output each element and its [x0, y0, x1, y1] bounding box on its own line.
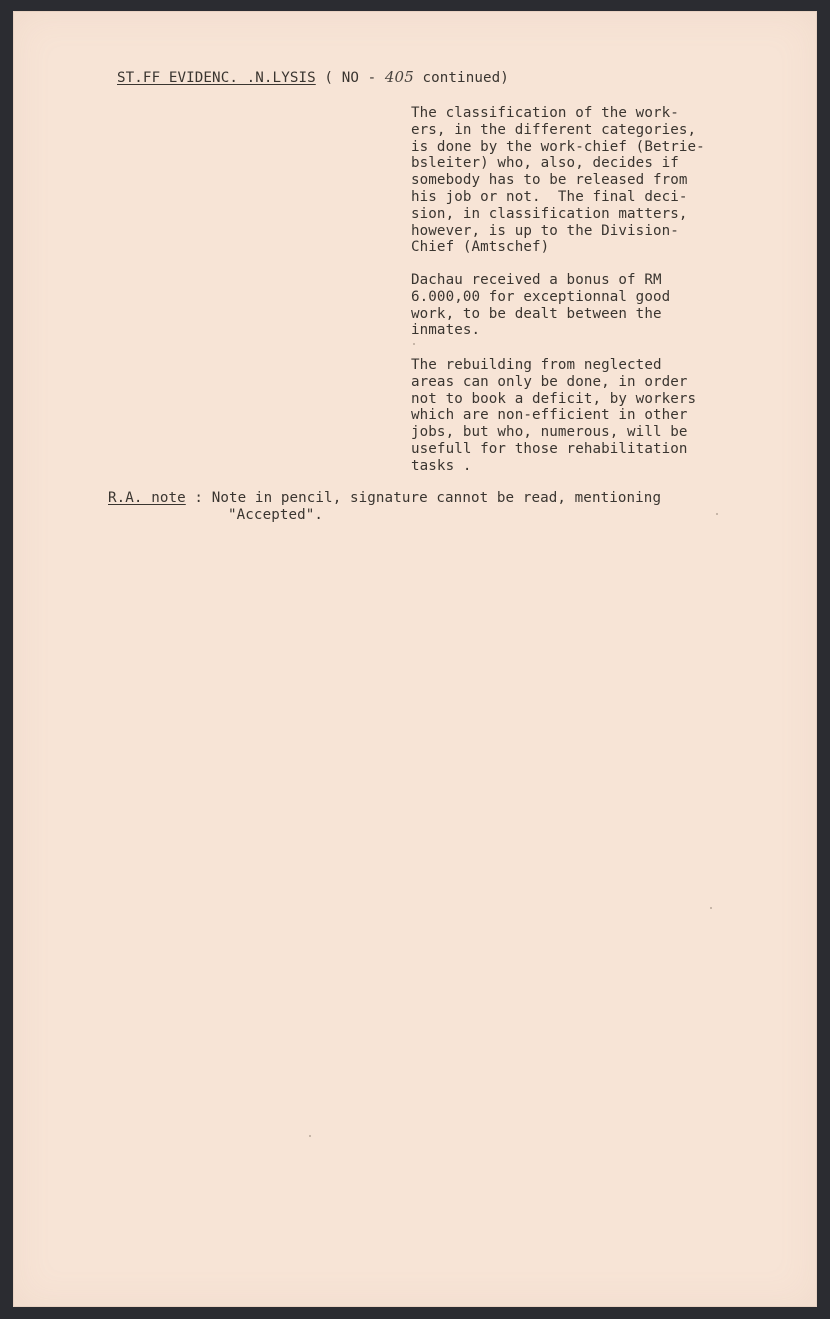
- text-line: which are non-efficient in other: [411, 407, 688, 424]
- paper-speck: [413, 343, 415, 345]
- paper-speck: [716, 513, 718, 515]
- text-line: sion, in classification matters,: [411, 205, 688, 222]
- paper-speck: [309, 1135, 311, 1137]
- heading-title: ST.FF EVIDENC. .N.LYSIS: [117, 70, 316, 86]
- text-line: somebody has to be released from: [411, 172, 688, 189]
- ra-note-label: R.A. note: [108, 490, 186, 506]
- text-line: jobs, but who, numerous, will be: [411, 424, 688, 441]
- text-line: inmates.: [411, 322, 481, 339]
- text-line: ers, in the different categories,: [411, 121, 697, 138]
- document-page: [13, 11, 817, 1307]
- text-line: tasks .: [411, 457, 472, 474]
- text-line: 6.000,00 for exceptionnal good: [411, 288, 671, 305]
- text-line: The rebuilding from neglected: [411, 357, 662, 373]
- text-line: is done by the work-chief (Betrie-: [411, 138, 705, 155]
- ra-note-line-1: Note in pencil, signature cannot be read, mentioning: [211, 490, 662, 506]
- text-line: usefull for those rehabilitation: [411, 440, 688, 457]
- ra-note-separator: :: [185, 490, 212, 506]
- ra-note-line-2: "Accepted".: [228, 507, 324, 523]
- text-line: The classification of the work-: [411, 105, 679, 121]
- ra-note: [108, 490, 661, 507]
- text-line: his job or not. The final deci-: [411, 188, 688, 205]
- paragraph-classification: [411, 105, 771, 256]
- heading-prefix: ( NO -: [315, 70, 385, 86]
- text-line: Chief (Amtschef): [411, 239, 550, 256]
- text-line: Dachau received a bonus of RM: [411, 272, 662, 288]
- text-line: bsleiter) who, also, decides if: [411, 155, 679, 172]
- document-heading: [117, 69, 509, 86]
- heading-document-number: 405: [384, 68, 414, 86]
- text-line: areas can only be done, in order: [411, 373, 688, 390]
- text-line: not to book a deficit, by workers: [411, 390, 697, 407]
- paragraph-rebuilding: [411, 357, 771, 475]
- heading-suffix: continued): [413, 70, 509, 86]
- paper-speck: [710, 907, 712, 909]
- text-line: however, is up to the Division-: [411, 222, 679, 239]
- text-line: work, to be dealt between the: [411, 305, 662, 322]
- paragraph-bonus: [411, 272, 771, 339]
